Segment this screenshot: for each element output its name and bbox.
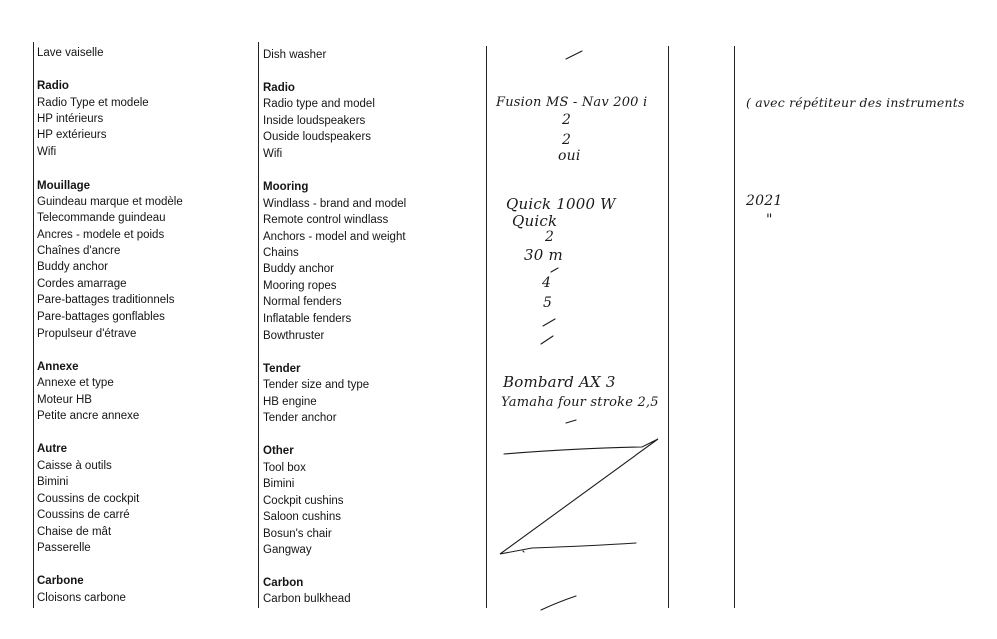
english-item-label: Inflatable fenders: [263, 313, 352, 325]
english-item-label: Dish washer: [263, 49, 327, 61]
french-item-label: Caisse à outils: [37, 460, 112, 472]
french-item-label: Annexe et type: [37, 377, 114, 389]
english-item-label: Bimini: [263, 478, 295, 490]
english-item-label: Ouside loudspeakers: [263, 131, 372, 143]
french-item-label: Cloisons carbone: [37, 592, 126, 604]
english-item-label: Carbon bulkhead: [263, 593, 351, 605]
english-item-label: Wifi: [263, 148, 283, 160]
handwritten-anchors: 2: [545, 229, 555, 245]
z-crossout-mark: [500, 439, 658, 554]
english-item-label: Anchors - model and weight: [263, 231, 406, 243]
french-item-label: Chaise de mât: [37, 526, 112, 538]
handwritten-outside-speakers: 2: [562, 132, 572, 148]
handwritten-wifi: oui: [558, 148, 581, 164]
french-item-label: Radio Type et modele: [37, 97, 149, 109]
english-item-label: Tender size and type: [263, 379, 370, 391]
english-item-label: Normal fenders: [263, 296, 342, 308]
dash-mark-tender-anchor: [566, 420, 576, 423]
french-item-label: Lave vaiselle: [37, 47, 104, 59]
handwritten-hb-engine: Yamaha four stroke 2,5: [501, 395, 659, 410]
english-item-label: Bowthruster: [263, 330, 325, 342]
english-item-label: Bosun's chair: [263, 528, 332, 540]
english-section-heading: Carbon: [263, 577, 304, 589]
handwritten-remote-windlass: Quick: [512, 212, 558, 230]
handwritten-normal-fenders: 5: [543, 295, 553, 311]
french-item-label: Cordes amarrage: [37, 278, 127, 290]
french-item-label: Buddy anchor: [37, 261, 108, 273]
english-item-label: Cockpit cushins: [263, 495, 344, 507]
handwritten-windlass-year: 2021: [746, 193, 783, 209]
french-section-heading: Autre: [37, 443, 68, 455]
handwritten-radio-model: Fusion MS - Nav 200 i: [496, 95, 648, 110]
french-item-label: Telecommande guindeau: [37, 212, 166, 224]
french-section-heading: Carbone: [37, 575, 84, 587]
french-item-label: HP extérieurs: [37, 129, 107, 141]
french-item-label: Passerelle: [37, 542, 91, 554]
french-section-heading: Annexe: [37, 361, 79, 373]
french-item-label: Pare-battages gonflables: [37, 311, 165, 323]
english-section-heading: Tender: [263, 363, 301, 375]
dash-mark-carbon: [541, 596, 576, 610]
english-item-label: Buddy anchor: [263, 263, 334, 275]
french-item-label: Propulseur d'étrave: [37, 328, 137, 340]
english-item-label: Radio type and model: [263, 98, 375, 110]
dash-mark-inflatable-fenders: [543, 319, 555, 326]
dot-mark: [523, 551, 524, 552]
english-item-label: Windlass - brand and model: [263, 198, 407, 210]
handwritten-inside-speakers: 2: [562, 112, 572, 128]
handwritten-chains: 30 m: [524, 246, 563, 264]
french-item-label: Moteur HB: [37, 394, 92, 406]
dash-mark-bowthruster: [541, 336, 553, 344]
english-item-label: Gangway: [263, 544, 312, 556]
french-item-label: Petite ancre annexe: [37, 410, 140, 422]
french-item-label: Coussins de cockpit: [37, 493, 140, 505]
french-item-label: Chaînes d'ancre: [37, 245, 121, 257]
handwritten-tender: Bombard AX 3: [503, 373, 616, 391]
handwritten-remote-year: ": [766, 212, 773, 228]
handwritten-radio-remark: ( avec répétiteur des instruments: [746, 95, 965, 110]
french-item-label: Ancres - modele et poids: [37, 229, 165, 241]
handwritten-mooring-ropes: 4: [542, 275, 552, 291]
french-item-label: Coussins de carré: [37, 509, 130, 521]
french-item-label: Pare-battages traditionnels: [37, 294, 175, 306]
french-item-label: Wifi: [37, 146, 57, 158]
english-item-label: Saloon cushins: [263, 511, 341, 523]
english-item-label: Tool box: [263, 462, 306, 474]
french-section-heading: Radio: [37, 80, 69, 92]
dash-mark-dishwasher: [566, 51, 582, 59]
english-item-label: Tender anchor: [263, 412, 337, 424]
english-section-heading: Radio: [263, 82, 295, 94]
english-item-label: Chains: [263, 247, 299, 259]
handwritten-windlass: Quick 1000 W: [506, 195, 616, 213]
french-item-label: Bimini: [37, 476, 69, 488]
dash-mark-buddy-anchor: [551, 268, 558, 272]
english-section-heading: Other: [263, 445, 294, 457]
english-section-heading: Mooring: [263, 181, 309, 193]
english-item-label: Remote control windlass: [263, 214, 389, 226]
english-item-label: Inside loudspeakers: [263, 115, 366, 127]
french-section-heading: Mouillage: [37, 180, 91, 192]
french-item-label: HP intérieurs: [37, 113, 104, 125]
french-item-label: Guindeau marque et modèle: [37, 196, 183, 208]
english-item-label: Mooring ropes: [263, 280, 337, 292]
english-item-label: HB engine: [263, 396, 317, 408]
